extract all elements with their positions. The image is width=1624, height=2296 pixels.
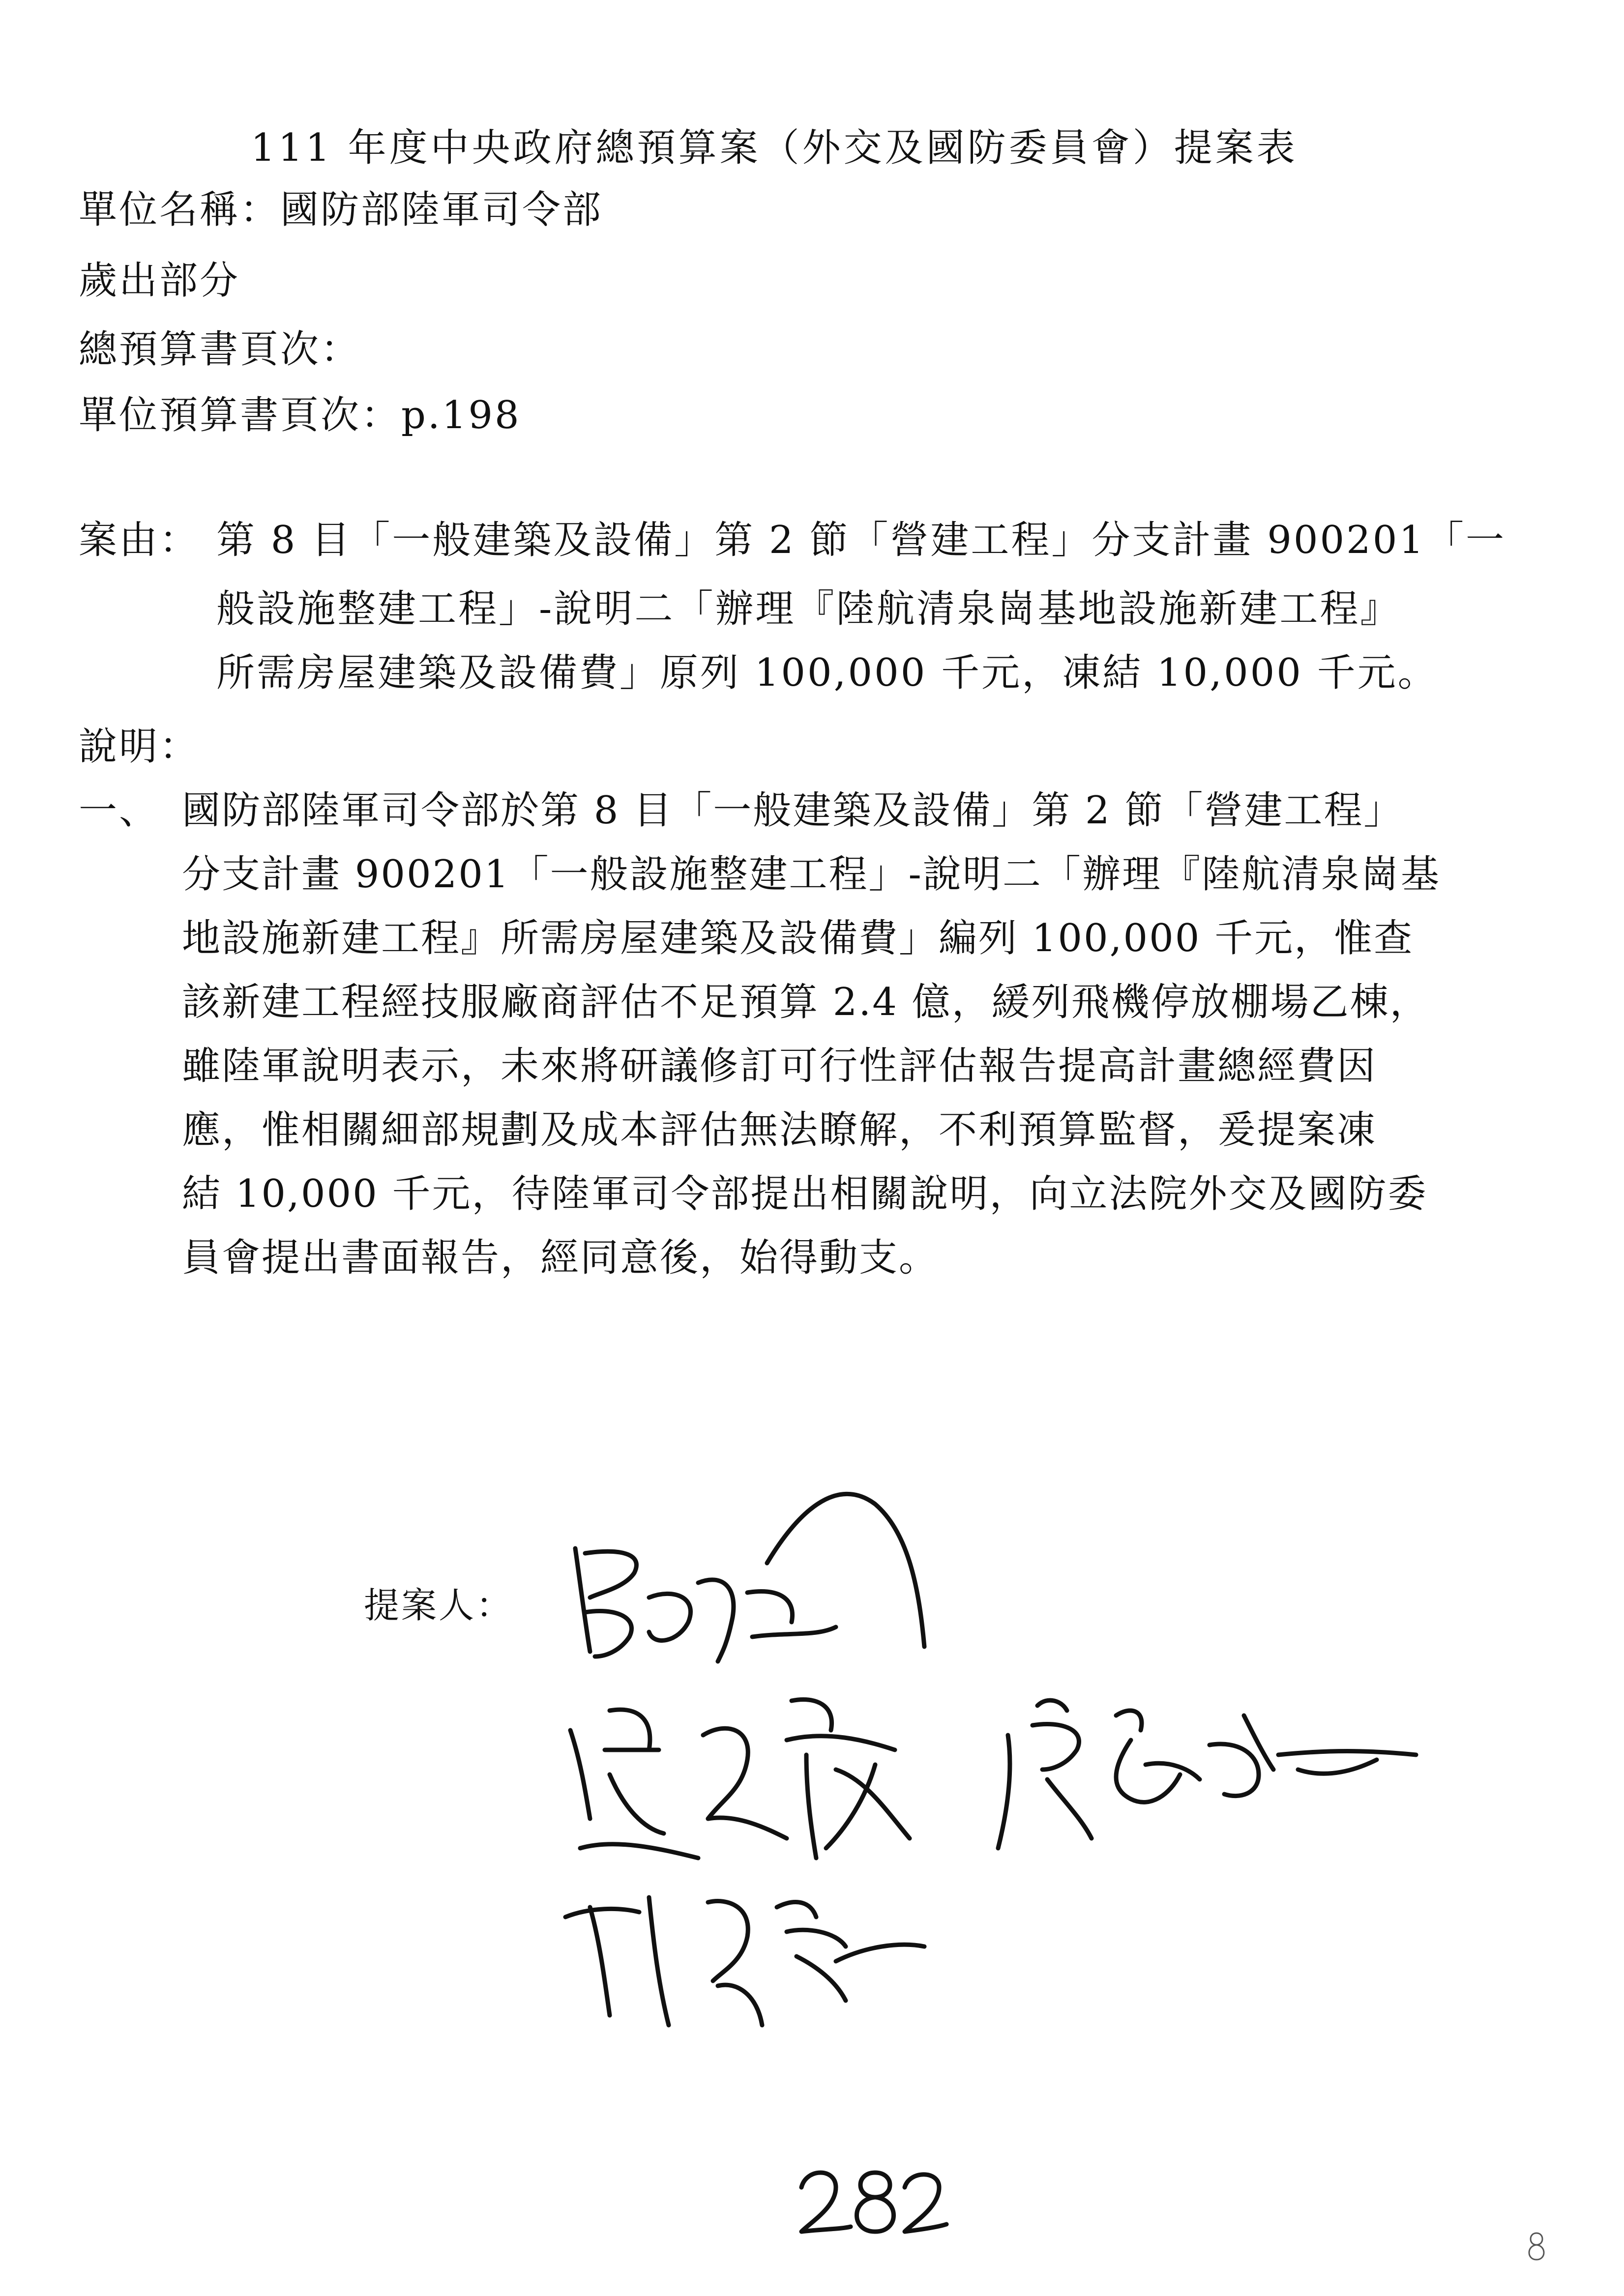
explanation-text-line: 員會提出書面報告，經同意後，始得動支。 <box>182 1236 939 1280</box>
explanation-label: 說明： <box>79 725 200 769</box>
explanation-text-line: 該新建工程經技服廠商評估不足預算 2.4 億，緩列飛機停放棚場乙棟， <box>182 980 1430 1024</box>
document-title: 111 年度中央政府總預算案（外交及國防委員會）提案表 <box>251 126 1298 170</box>
corner-number-mark <box>1522 2229 1551 2264</box>
unit-budget-page: 單位預算書頁次：p.198 <box>79 393 521 437</box>
proposer-label: 提案人： <box>364 1585 514 1626</box>
explanation-item-marker: 一、 <box>79 788 160 833</box>
explanation-text-line: 結 10,000 千元，待陸軍司令部提出相關說明，向立法院外交及國防委 <box>182 1172 1428 1216</box>
signature-4 <box>565 1897 924 2025</box>
signature-2 <box>570 1700 910 1859</box>
explanation-text-line: 地設施新建工程』所需房屋建築及設備費」編列 100,000 千元，惟查 <box>182 916 1414 960</box>
signature-1 <box>575 1494 924 1661</box>
case-text-line: 所需房屋建築及設備費」原列 100,000 千元，凍結 10,000 千元。 <box>216 651 1438 695</box>
signature-3 <box>998 1700 1416 1848</box>
total-budget-page: 總預算書頁次： <box>79 327 361 372</box>
handwritten-page-number <box>792 2158 949 2241</box>
section-type: 歲出部分 <box>79 259 240 303</box>
explanation-text-line: 國防部陸軍司令部於第 8 目「一般建築及設備」第 2 節「營建工程」 <box>182 788 1404 833</box>
case-text-line: 般設施整建工程」-說明二「辦理『陸航清泉崗基地設施新建工程』 <box>216 587 1401 631</box>
case-text-line: 第 8 目「一般建築及設備」第 2 節「營建工程」分支計畫 900201「一 <box>216 518 1506 562</box>
case-label: 案由： <box>79 518 200 562</box>
explanation-text-line: 分支計畫 900201「一般設施整建工程」-說明二「辦理『陸航清泉崗基 <box>182 852 1441 897</box>
explanation-text-line: 應，惟相關細部規劃及成本評估無法瞭解，不利預算監督，爰提案凍 <box>182 1108 1377 1152</box>
explanation-text-line: 雖陸軍說明表示，未來將研議修訂可行性評估報告提高計畫總經費因 <box>182 1044 1377 1088</box>
unit-name: 單位名稱：國防部陸軍司令部 <box>79 188 603 232</box>
